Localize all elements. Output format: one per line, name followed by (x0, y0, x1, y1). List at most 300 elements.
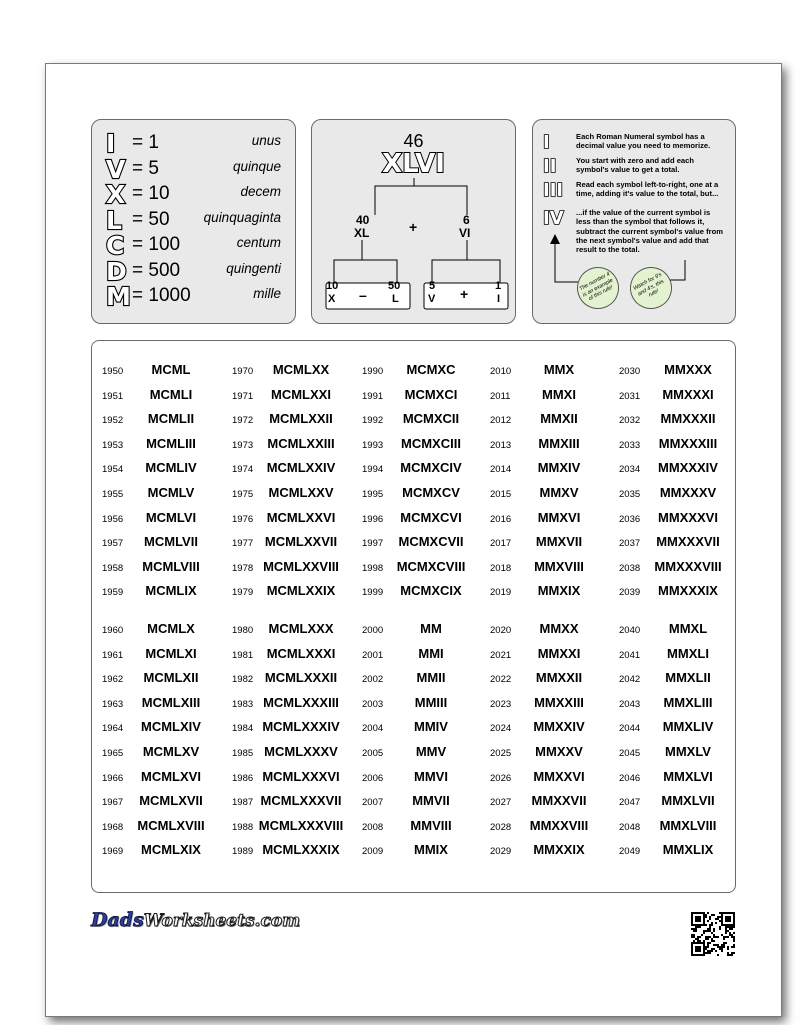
year-label: 2035 (619, 489, 641, 500)
year-label: 2013 (490, 439, 512, 451)
roman-numeral: MCMXCV (402, 485, 460, 500)
year-label: 1951 (102, 390, 124, 402)
symbol-value: = 5 (132, 157, 159, 179)
roman-numeral: MCMLXXXVI (262, 768, 340, 784)
rule-glyph: II (543, 156, 557, 177)
table-row (102, 559, 220, 575)
year-label: 2017 (490, 538, 512, 550)
year-label: 2049 (619, 846, 641, 858)
roman-numeral: MCMLXXIX (266, 583, 336, 599)
roman-numeral: MMVI (414, 768, 448, 784)
year-label: 2028 (490, 821, 512, 833)
roman-numeral: MCMXC (406, 362, 456, 377)
logo-part-2: Worksheets.com (143, 911, 301, 931)
symbol-glyph: X (106, 180, 126, 209)
roman-numeral: MCMXCI (404, 386, 458, 402)
roman-numeral: MMXLIX (662, 842, 714, 858)
symbol-row (92, 231, 295, 260)
table-row (102, 719, 220, 735)
year-label: 2008 (362, 821, 384, 833)
roman-numeral: MCMLXXX (268, 621, 334, 636)
roman-numeral: MMXIX (537, 583, 581, 599)
table-row (362, 485, 480, 501)
rule-glyph: I (543, 132, 550, 153)
table-row (362, 460, 480, 476)
roman-numeral: MCMXCVI (400, 509, 462, 525)
dads-worksheets-logo (91, 909, 300, 931)
roman-numeral: MMXXXII (660, 411, 716, 427)
table-row (362, 362, 480, 378)
year-label: 2040 (619, 625, 641, 636)
symbol-glyph: I (106, 129, 116, 158)
table-row (362, 719, 480, 735)
table-row (490, 583, 608, 599)
year-label: 1955 (102, 489, 124, 500)
roman-numeral: MCMLVIII (142, 558, 200, 574)
symbol-glyph: M (106, 282, 131, 311)
year-label: 2023 (490, 698, 512, 710)
roman-numeral: MCMLXXXVIII (258, 817, 344, 833)
table-row (102, 510, 220, 526)
table-row (619, 583, 737, 599)
year-label: 2009 (362, 846, 384, 858)
year-label: 1950 (102, 366, 124, 377)
year-label: 2011 (490, 390, 511, 402)
year-label: 1999 (362, 587, 384, 599)
year-label: 1963 (102, 698, 124, 710)
table-row (232, 670, 350, 686)
table-row (490, 818, 608, 834)
year-label: 1965 (102, 748, 124, 759)
table-row (102, 460, 220, 476)
table-row (232, 534, 350, 550)
roman-numeral: MCMLXXXI (266, 645, 336, 661)
symbol-value: = 500 (132, 259, 181, 281)
roman-numeral: MMXX (539, 621, 579, 636)
year-label: 2041 (619, 649, 641, 661)
year-label: 2001 (362, 649, 384, 661)
year-label: 2022 (490, 674, 512, 686)
roman-numeral: MCMXCIX (400, 583, 462, 599)
symbol-glyph: L (106, 205, 122, 235)
roman-numeral: MMXXXVIII (654, 558, 722, 574)
table-row (102, 744, 220, 760)
symbol-latin: decem (240, 184, 281, 199)
year-label: 2043 (619, 698, 641, 710)
table-row (102, 621, 220, 637)
year-label: 1961 (102, 649, 124, 661)
symbol-row (92, 154, 295, 184)
roman-numeral: MMXLII (665, 670, 711, 686)
roman-numeral: MCMLXV (142, 744, 200, 759)
left-number: 40 (356, 213, 370, 227)
roman-numeral: MCMLXVI (141, 768, 201, 784)
roman-numeral: MCMLXVIII (137, 817, 205, 833)
roman-numeral: MCMXCII (402, 411, 460, 427)
table-row (232, 769, 350, 785)
table-row (102, 411, 220, 427)
roman-numeral: MMXLI (667, 645, 709, 661)
year-label: 1993 (362, 439, 384, 451)
year-label: 2020 (490, 625, 512, 636)
table-row (232, 744, 350, 760)
table-row (102, 818, 220, 834)
table-row (232, 818, 350, 834)
example-numeral: XLVI (382, 149, 445, 179)
table-row (490, 670, 608, 686)
roman-numeral: MM (420, 621, 442, 636)
table-row (232, 510, 350, 526)
table-row (102, 695, 220, 711)
roman-numeral: MCMLXIX (141, 842, 201, 858)
roman-numeral: MMXXXIV (658, 460, 718, 476)
year-label: 1980 (232, 625, 254, 636)
year-label: 2034 (619, 464, 641, 476)
year-label: 2005 (362, 748, 384, 759)
table-row (232, 719, 350, 735)
roman-numeral: MCMLXIII (141, 694, 201, 710)
year-label: 2002 (362, 674, 384, 686)
example-breakdown-panel (311, 119, 516, 324)
year-label: 1998 (362, 562, 384, 574)
table-row (232, 387, 350, 403)
year-label: 1986 (232, 772, 254, 784)
year-label: 1975 (232, 489, 254, 500)
year-label: 2007 (362, 797, 384, 809)
table-row (490, 387, 608, 403)
symbol-latin: centum (236, 235, 281, 250)
roman-numeral: MCMLX (147, 621, 195, 636)
roman-numeral: MCMLIX (145, 583, 197, 599)
table-row (232, 842, 350, 858)
year-label: 2036 (619, 513, 641, 525)
table-row (490, 559, 608, 575)
year-label: 1983 (232, 698, 254, 710)
table-row (619, 769, 737, 785)
roman-numeral: MCMLXVII (139, 793, 203, 809)
roman-numeral: MMXXXIII (658, 435, 718, 451)
year-label: 2029 (490, 846, 512, 858)
table-row (232, 485, 350, 501)
year-label: 2003 (362, 698, 384, 710)
table-row (362, 534, 480, 550)
right-number: 6 (463, 213, 470, 227)
roman-numeral: MCMLXXXV (264, 744, 338, 759)
roman-numeral: MMIII (414, 694, 448, 710)
table-row (232, 621, 350, 637)
table-row (232, 411, 350, 427)
roman-numeral: MMXXX (664, 362, 712, 377)
table-row (102, 646, 220, 662)
table-row (490, 460, 608, 476)
year-label: 1956 (102, 513, 124, 525)
year-label: 2045 (619, 748, 641, 759)
table-row (232, 436, 350, 452)
table-row (490, 695, 608, 711)
table-row (619, 387, 737, 403)
roman-numeral: MMXXIII (534, 694, 584, 710)
rule-text: Each Roman Numeral symbol has a decimal value you need to memorize. (576, 132, 711, 151)
roman-numeral: MCML (151, 362, 191, 377)
roman-numeral: MMXLVII (661, 793, 715, 809)
table-row (619, 744, 737, 760)
table-row (102, 793, 220, 809)
roman-numeral: MCMXCIV (400, 460, 462, 476)
roman-numeral: MMXVIII (534, 558, 584, 574)
year-label: 2027 (490, 797, 512, 809)
rule-glyph: III (543, 180, 564, 201)
table-row (362, 769, 480, 785)
year-label: 1996 (362, 513, 384, 525)
table-row (490, 436, 608, 452)
roman-numeral: MMXXXIX (658, 583, 718, 599)
lower-right-numeral: V (428, 293, 436, 305)
qr-code-icon (691, 912, 735, 956)
year-label: 2019 (490, 587, 512, 599)
table-row (362, 411, 480, 427)
rule-text: ...if the value of the current symbol is less than the symbol that follows it, subtract the current symbol's value from the next symbol's value and add that result to the total. (576, 208, 723, 255)
worksheet-page (45, 63, 782, 1017)
table-row (362, 842, 480, 858)
roman-numeral: MMXXVII (531, 793, 587, 809)
symbol-latin: quinque (232, 158, 281, 174)
table-row (619, 460, 737, 476)
roman-numeral: MMXIV (537, 460, 581, 476)
year-label: 1959 (102, 587, 124, 599)
year-label: 2031 (619, 390, 641, 402)
year-label: 1979 (232, 587, 254, 599)
year-label: 1972 (232, 415, 254, 427)
roman-numeral: MMVIII (410, 817, 452, 833)
lower-left-numeral: X (328, 293, 336, 305)
table-row (362, 646, 480, 662)
symbol-row (92, 205, 295, 235)
table-row (232, 362, 350, 378)
table-row (102, 485, 220, 501)
year-label: 2000 (362, 625, 384, 636)
table-row (490, 769, 608, 785)
table-row (490, 411, 608, 427)
roman-numeral: MCMLXXVI (266, 509, 336, 525)
roman-numeral: MCMLXXXIV (262, 719, 340, 735)
year-label: 1973 (232, 439, 254, 451)
roman-numeral: MMXI (542, 386, 576, 402)
roman-numeral: MMXXXVII (656, 534, 720, 550)
table-row (490, 719, 608, 735)
table-row (362, 793, 480, 809)
roman-numeral: MMXXXI (662, 386, 714, 402)
year-label: 1995 (362, 489, 384, 500)
roman-numeral: MCMLXI (145, 645, 197, 661)
roman-numeral: MMXXI (537, 645, 581, 661)
table-row (362, 510, 480, 526)
roman-numeral: MCMLXXXVII (260, 793, 342, 809)
year-label: 1974 (232, 464, 254, 476)
roman-numeral: MMIV (414, 719, 448, 735)
table-row (232, 583, 350, 599)
symbol-row (92, 180, 295, 209)
roman-numeral: MCMLXXV (268, 485, 334, 500)
example-number: 46 (403, 131, 424, 151)
year-label: 1991 (362, 390, 384, 402)
rules-panel (532, 119, 736, 324)
roman-numeral: MMXV (539, 485, 579, 500)
rule-glyph: IV (543, 208, 564, 229)
year-label: 2004 (362, 723, 384, 735)
symbol-latin: mille (253, 286, 281, 301)
year-label: 1962 (102, 674, 124, 686)
year-label: 1964 (102, 723, 124, 735)
symbol-value: = 1000 (132, 285, 191, 306)
year-label: 2010 (490, 366, 512, 377)
table-row (619, 842, 737, 858)
roman-numeral: MCMLI (149, 386, 193, 402)
roman-numeral: MMVII (412, 793, 450, 809)
table-row (232, 559, 350, 575)
roman-numeral: MMXVI (537, 509, 581, 525)
year-label: 2018 (490, 562, 512, 574)
roman-numeral: MCMLIII (146, 435, 196, 451)
table-row (232, 646, 350, 662)
symbol-latin: quingenti (226, 260, 281, 276)
roman-numeral: MMXXXV (659, 485, 717, 500)
table-row (619, 485, 737, 501)
table-row (102, 362, 220, 378)
table-row (619, 719, 737, 735)
lower-right-number: 5 (429, 280, 436, 292)
table-row (102, 842, 220, 858)
right-numeral: VI (459, 226, 471, 240)
table-row (490, 362, 608, 378)
roman-numeral: MCMLXX (272, 362, 330, 377)
table-row (362, 583, 480, 599)
table-row (362, 387, 480, 403)
year-label: 1977 (232, 538, 254, 550)
roman-numeral: MMX (543, 362, 575, 377)
table-row (102, 583, 220, 599)
plus-sign-2: + (460, 286, 469, 302)
roman-numeral: MMII (416, 670, 446, 686)
left-numeral: XL (354, 226, 370, 240)
year-label: 1952 (102, 415, 124, 427)
year-label: 2048 (619, 821, 641, 833)
year-label: 2044 (619, 723, 641, 735)
table-row (619, 621, 737, 637)
table-row (619, 646, 737, 662)
table-row (362, 695, 480, 711)
roman-numeral: MCMLXXXII (264, 670, 338, 686)
table-row (102, 534, 220, 550)
roman-numeral: MMXXV (535, 744, 583, 759)
roman-numeral: MCMXCVIII (396, 558, 466, 574)
roman-numeral: MMXIII (538, 435, 580, 451)
year-label: 1992 (362, 415, 384, 427)
symbol-values-panel (91, 119, 296, 324)
roman-numeral: MMXLVIII (659, 817, 717, 833)
table-row (619, 411, 737, 427)
table-row (619, 436, 737, 452)
year-label: 1954 (102, 464, 124, 476)
year-label: 2024 (490, 723, 512, 735)
symbol-glyph: V (106, 154, 126, 184)
table-row (362, 436, 480, 452)
roman-numeral: MCMLXIV (141, 719, 201, 735)
roman-numeral: MCMLXXIII (267, 435, 335, 451)
table-row (619, 793, 737, 809)
roman-numeral: MMXXIV (533, 719, 585, 735)
table-row (362, 621, 480, 637)
table-row (619, 362, 737, 378)
table-row (362, 744, 480, 760)
table-row (490, 510, 608, 526)
symbol-glyph: C (106, 231, 125, 260)
roman-numeral: MCMLXXII (269, 411, 333, 427)
roman-numeral: MCMXCIII (401, 435, 461, 451)
year-label: 2046 (619, 772, 641, 784)
table-row (232, 695, 350, 711)
year-label: 2025 (490, 748, 512, 759)
table-row (490, 621, 608, 637)
year-label: 2026 (490, 772, 512, 784)
roman-numeral: MCMLVI (145, 509, 197, 525)
roman-numeral: MMXXXVI (658, 509, 718, 525)
symbol-value: = 1 (132, 132, 159, 153)
roman-numeral: MMXVII (535, 534, 583, 550)
rule-bubble-left: The number 4 is an example of this rule! (570, 260, 627, 317)
year-label: 2037 (619, 538, 641, 550)
table-row (102, 387, 220, 403)
year-label: 1971 (232, 390, 254, 402)
roman-numeral: MMI (418, 645, 444, 661)
year-label: 1966 (102, 772, 124, 784)
symbol-latin: quinquaginta (203, 209, 281, 225)
symbol-row (92, 282, 295, 311)
year-label: 1982 (232, 674, 254, 686)
roman-numeral: MCMLIV (145, 460, 197, 476)
table-row (102, 769, 220, 785)
roman-numeral: MMXLV (665, 744, 711, 759)
year-label: 1960 (102, 625, 124, 636)
table-row (490, 534, 608, 550)
year-label: 2038 (619, 562, 641, 574)
roman-numeral: MMXLVI (663, 768, 713, 784)
year-label: 2016 (490, 513, 512, 525)
roman-numeral: MMIX (414, 842, 448, 858)
year-label: 1969 (102, 846, 124, 858)
lower-right2-number: 1 (495, 280, 502, 292)
table-row (619, 670, 737, 686)
roman-numeral: MCMLXXIV (266, 460, 336, 476)
table-row (102, 670, 220, 686)
roman-numeral: MCMLVII (144, 534, 198, 550)
roman-numeral: MMXLIII (663, 694, 713, 710)
year-label: 2012 (490, 415, 512, 427)
roman-numeral: MMXXIX (533, 842, 585, 858)
year-label: 1953 (102, 439, 124, 451)
roman-numeral: MCMLXII (143, 670, 199, 686)
year-label: 1997 (362, 538, 384, 550)
year-label: 1970 (232, 366, 254, 377)
table-row (490, 485, 608, 501)
year-label: 1984 (232, 723, 254, 735)
roman-numeral: MCMLII (147, 411, 195, 427)
roman-numeral: MMXXVI (533, 768, 585, 784)
year-label: 2030 (619, 366, 641, 377)
minus-sign: – (359, 287, 367, 303)
table-row (490, 744, 608, 760)
lower-left2-numeral: L (392, 293, 399, 305)
year-label: 2047 (619, 797, 641, 809)
